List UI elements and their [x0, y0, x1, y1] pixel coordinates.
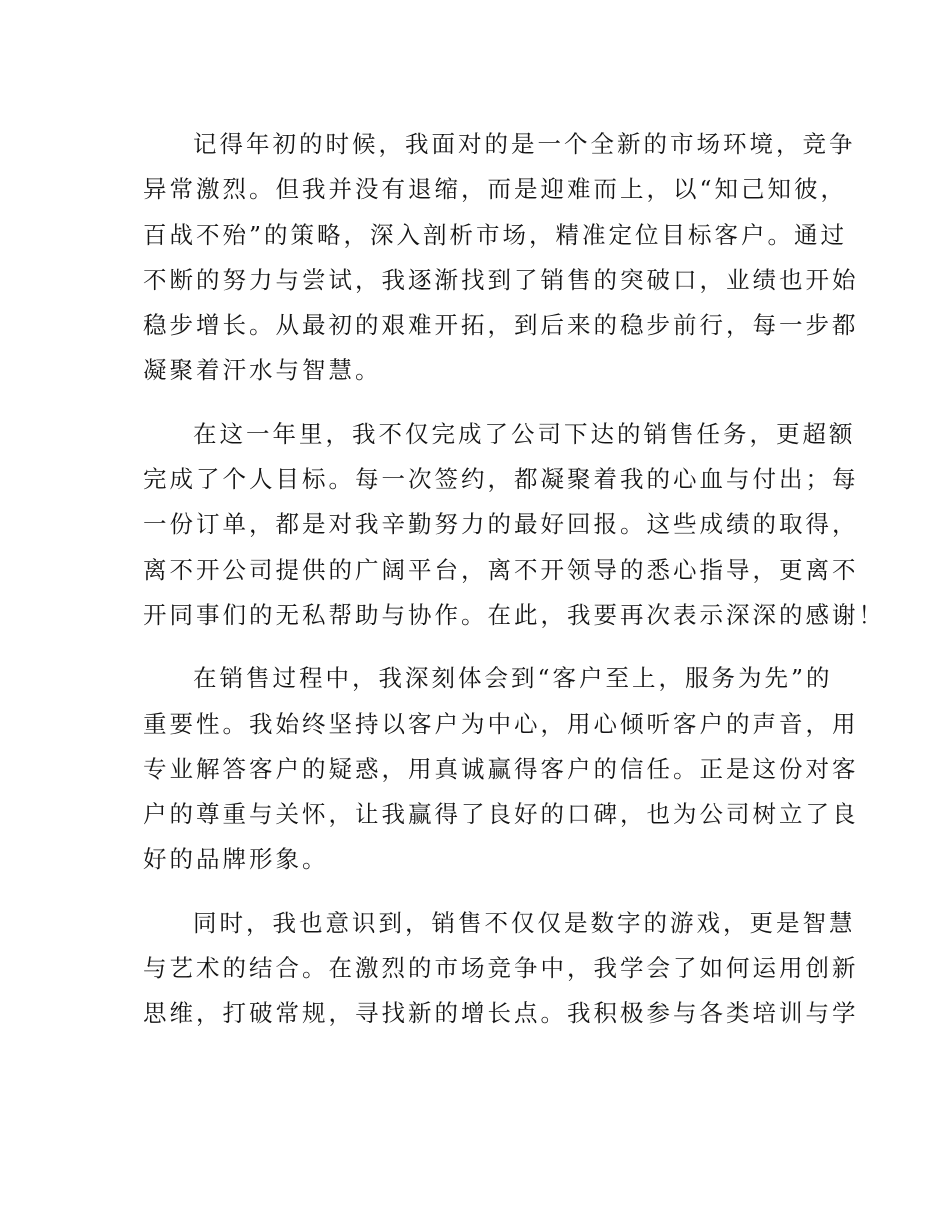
paragraph-line: 百战不殆”的策略，深入剖析市场，精准定位目标客户。通过	[143, 220, 848, 249]
paragraph-line: 开同事们的无私帮助与协作。在此，我要再次表示深深的感谢！	[143, 600, 885, 629]
paragraph-line: 专业解答客户的疑惑，用真诚赢得客户的信任。正是这份对客	[143, 754, 859, 783]
paragraph-2	[143, 412, 885, 638]
paragraph-4	[143, 901, 859, 1037]
paragraph-line: 同时，我也意识到，销售不仅仅是数字的游戏，更是智慧	[193, 908, 856, 937]
paragraph-line: 离不开公司提供的广阔平台，离不开领导的悉心指导，更离不	[143, 555, 859, 584]
paragraph-line: 与艺术的结合。在激烈的市场竞争中，我学会了如何运用创新	[143, 954, 859, 983]
paragraph-line: 思维，打破常规，寻找新的增长点。我积极参与各类培训与学	[143, 999, 859, 1028]
paragraph-line: 在销售过程中，我深刻体会到“客户至上，服务为先”的	[193, 664, 833, 693]
paragraph-line: 好的品牌形象。	[143, 845, 329, 874]
paragraph-line: 稳步增长。从最初的艰难开拓，到后来的稳步前行，每一步都	[143, 311, 859, 340]
paragraph-3	[143, 656, 859, 882]
paragraph-line: 不断的努力与尝试，我逐渐找到了销售的突破口，业绩也开始	[143, 265, 859, 294]
paragraph-line: 异常激烈。但我并没有退缩，而是迎难而上，以“知己知彼，	[143, 175, 848, 204]
paragraph-line: 完成了个人目标。每一次签约，都凝聚着我的心血与付出；每	[143, 465, 859, 494]
paragraph-1	[143, 122, 859, 394]
paragraph-line: 重要性。我始终坚持以客户为中心，用心倾听客户的声音，用	[143, 709, 859, 738]
paragraph-line: 凝聚着汗水与智慧。	[143, 356, 382, 385]
paragraph-line: 记得年初的时候，我面对的是一个全新的市场环境，竞争	[193, 130, 856, 158]
paragraph-line: 一份订单，都是对我辛勤努力的最好回报。这些成绩的取得，	[143, 510, 859, 539]
paragraph-line: 在这一年里，我不仅完成了公司下达的销售任务，更超额	[193, 419, 856, 448]
paragraph-line: 户的尊重与关怀，让我赢得了良好的口碑，也为公司树立了良	[143, 800, 859, 829]
document-body	[143, 122, 885, 1055]
